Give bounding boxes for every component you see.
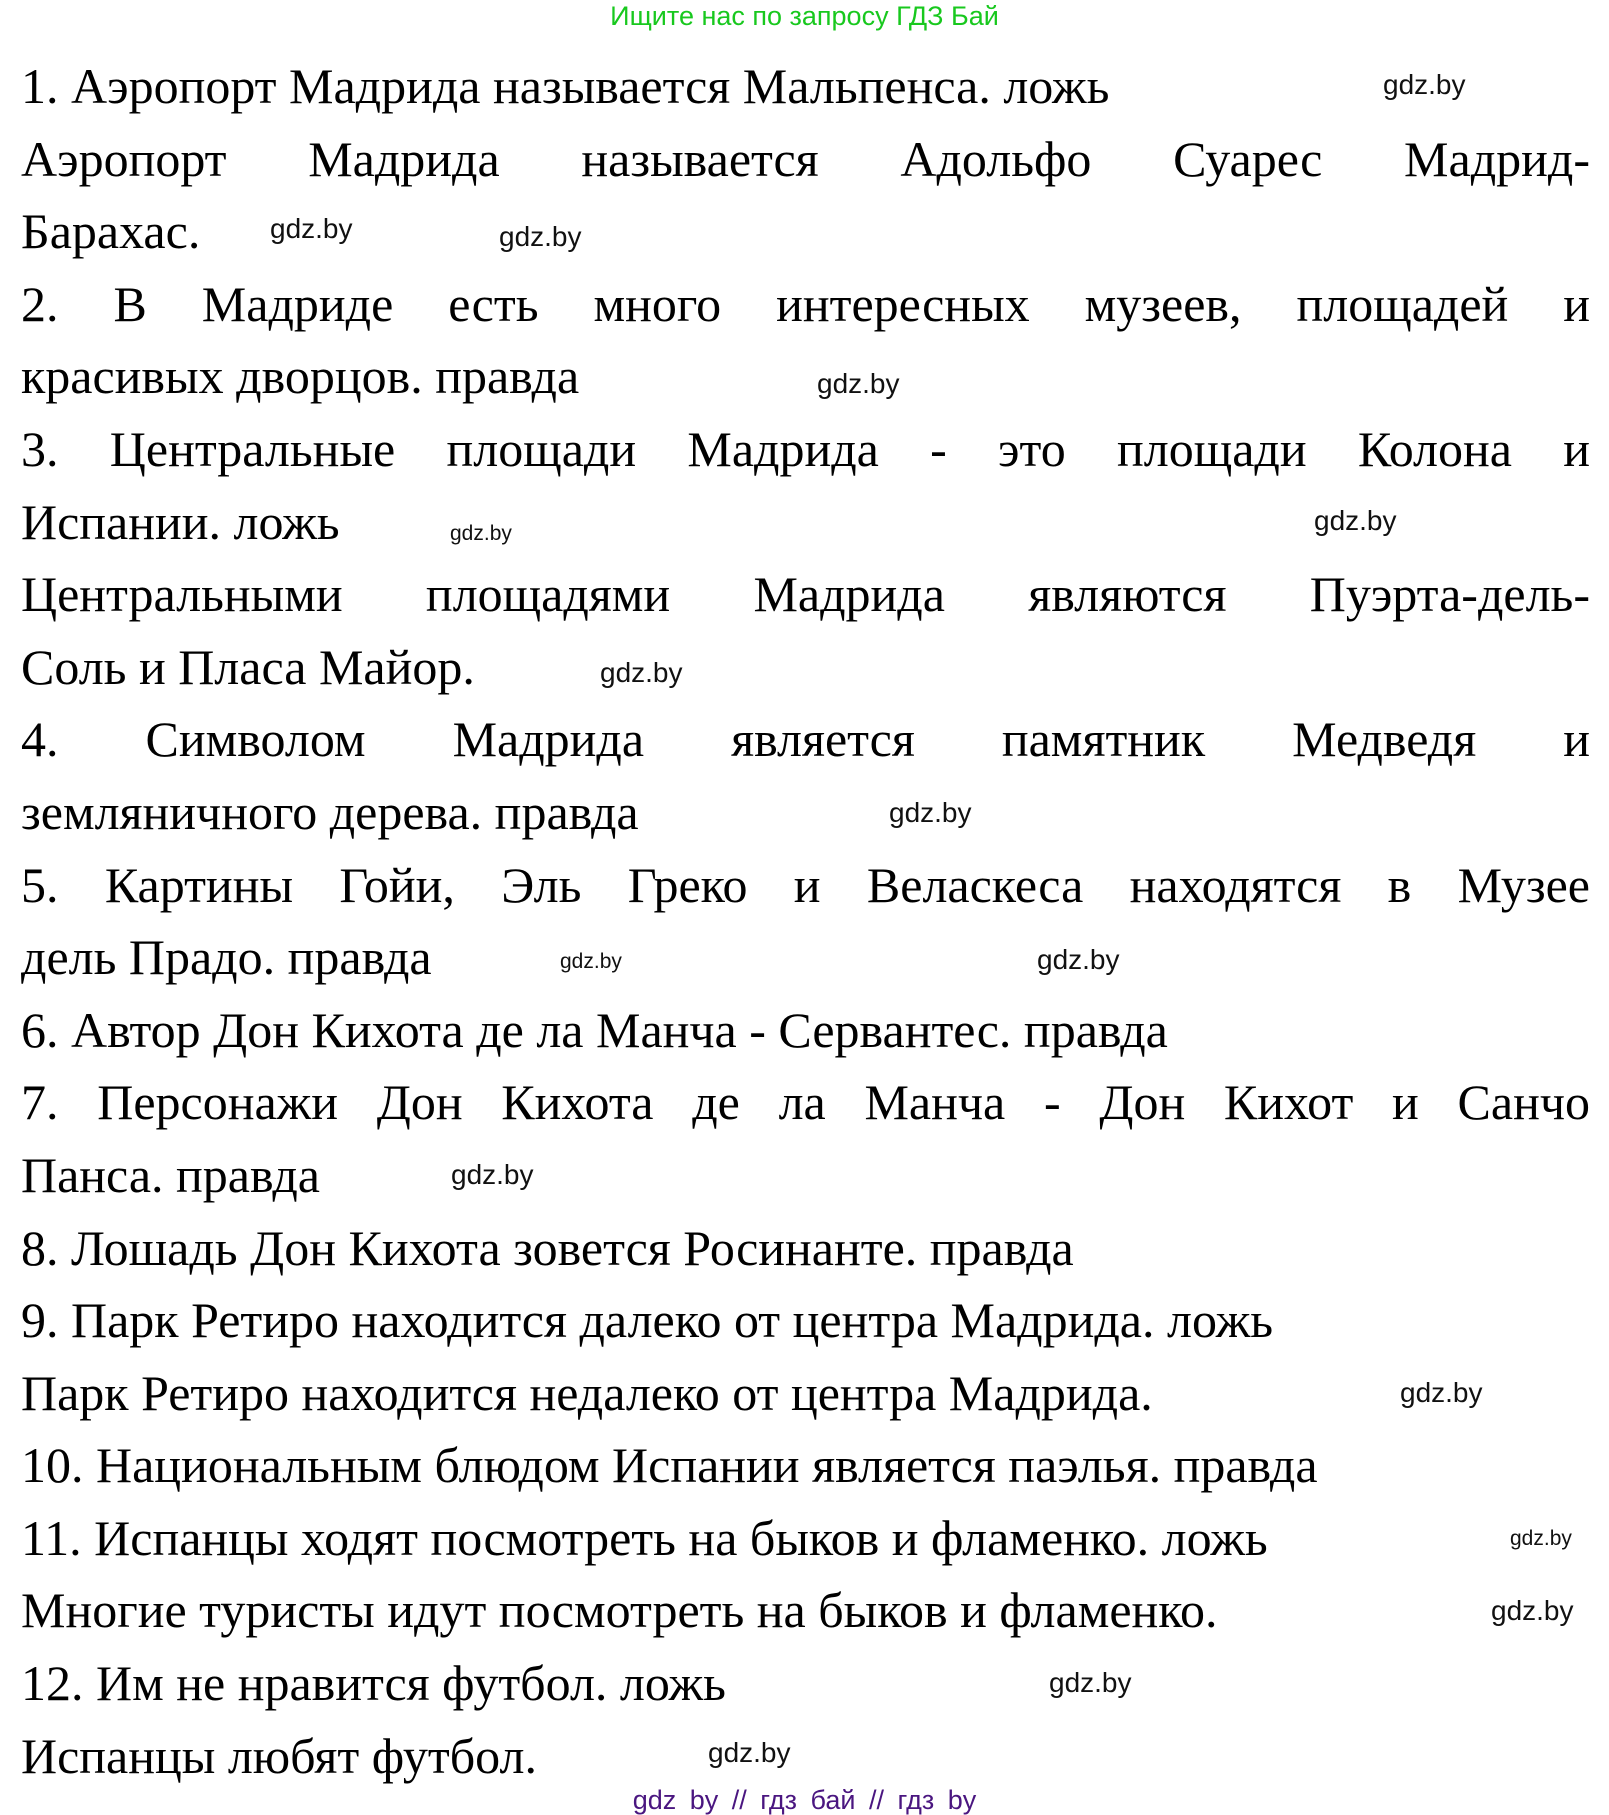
watermark: gdz.by	[708, 1737, 791, 1768]
search-hint-banner: Ищите нас по запросу ГДЗ Бай	[610, 1, 999, 31]
text-line	[21, 50, 1590, 123]
text-line-content: 4. Символом Мадрида является памятник Медведя и	[21, 711, 1590, 768]
text-line	[21, 1429, 1590, 1502]
watermark: gdz.by	[1314, 505, 1397, 536]
text-line-content: дель Прадо. правда	[21, 929, 432, 986]
text-line-content: красивых дворцов. правда	[21, 348, 580, 405]
text-line	[21, 994, 1590, 1067]
watermark: gdz.by	[1037, 944, 1120, 975]
watermark: gdz.by	[600, 657, 683, 688]
text-line	[21, 340, 1590, 413]
text-line	[21, 413, 1590, 486]
text-line-content: Панса. правда	[21, 1146, 320, 1203]
text-line-content: Парк Ретиро находится недалеко от центра Мадрида.	[21, 1364, 1153, 1421]
text-line	[21, 1139, 1590, 1212]
text-line-content: Барахас.	[21, 203, 201, 260]
watermark: gdz.by	[1400, 1377, 1483, 1408]
text-line	[21, 1647, 1590, 1720]
text-line-content: 11. Испанцы ходят посмотреть на быков и фламенко. ложь	[21, 1509, 1268, 1566]
watermark: gdz.by	[1510, 1527, 1572, 1550]
text-line	[21, 1357, 1590, 1430]
text-line	[21, 1284, 1590, 1357]
text-line	[21, 921, 1590, 994]
text-line	[21, 195, 1590, 268]
watermark: gdz.by	[499, 221, 582, 252]
watermark: gdz.by	[270, 213, 353, 244]
text-line-content: 6. Автор Дон Кихота де ла Манча - Сервантес. правда	[21, 1001, 1168, 1058]
watermark: gdz.by	[560, 950, 622, 973]
text-line-content: Центральными площадями Мадрида являются Пуэрта-дель-	[21, 566, 1590, 623]
text-line	[21, 703, 1590, 776]
text-line-content: 8. Лошадь Дон Кихота зовется Росинанте. правда	[21, 1219, 1074, 1276]
text-line-content: 12. Им не нравится футбол. ложь	[21, 1655, 726, 1712]
watermark: gdz.by	[451, 1159, 534, 1190]
text-line-content: Испании. ложь	[21, 493, 340, 550]
text-line	[21, 849, 1590, 922]
text-line	[21, 1502, 1590, 1575]
text-line	[21, 631, 1590, 704]
text-line-content: Многие туристы идут посмотреть на быков и фламенко.	[21, 1582, 1218, 1639]
text-line-content: 10. Национальным блюдом Испании является паэлья. правда	[21, 1437, 1318, 1494]
watermark: gdz.by	[817, 368, 900, 399]
text-line	[21, 1720, 1590, 1793]
text-line-content: 3. Центральные площади Мадрида - это площади Колона и	[21, 420, 1590, 477]
text-line-content: 9. Парк Ретиро находится далеко от центра Мадрида. ложь	[21, 1292, 1274, 1349]
text-line-content: Испанцы любят футбол.	[21, 1727, 537, 1784]
watermark: gdz.by	[889, 797, 972, 828]
text-line	[21, 268, 1590, 341]
text-line-content: Соль и Пласа Майор.	[21, 638, 475, 695]
text-line-content: 7. Персонажи Дон Кихота де ла Манча - Дон Кихот и Санчо	[21, 1074, 1590, 1131]
footer-banner: gdz by // гдз бай // гдз by	[632, 1785, 977, 1815]
watermark: gdz.by	[1383, 69, 1466, 100]
text-line	[21, 1574, 1590, 1647]
answer-text	[21, 50, 1590, 1792]
text-line-content: 2. В Мадриде есть много интересных музеев, площадей и	[21, 275, 1590, 332]
watermark: gdz.by	[1491, 1595, 1574, 1626]
text-line-content: земляничного дерева. правда	[21, 783, 639, 840]
text-line	[21, 1066, 1590, 1139]
text-line-content: Аэропорт Мадрида называется Адольфо Суарес Мадрид-	[21, 130, 1590, 187]
text-line	[21, 558, 1590, 631]
watermark: gdz.by	[1049, 1667, 1132, 1698]
watermark: gdz.by	[450, 522, 512, 545]
text-line	[21, 1212, 1590, 1285]
text-line-content: 5. Картины Гойи, Эль Греко и Веласкеса находятся в Музее	[21, 856, 1590, 913]
text-line-content: 1. Аэропорт Мадрида называется Мальпенса. ложь	[21, 58, 1110, 114]
text-line	[21, 123, 1590, 196]
text-line	[21, 776, 1590, 849]
